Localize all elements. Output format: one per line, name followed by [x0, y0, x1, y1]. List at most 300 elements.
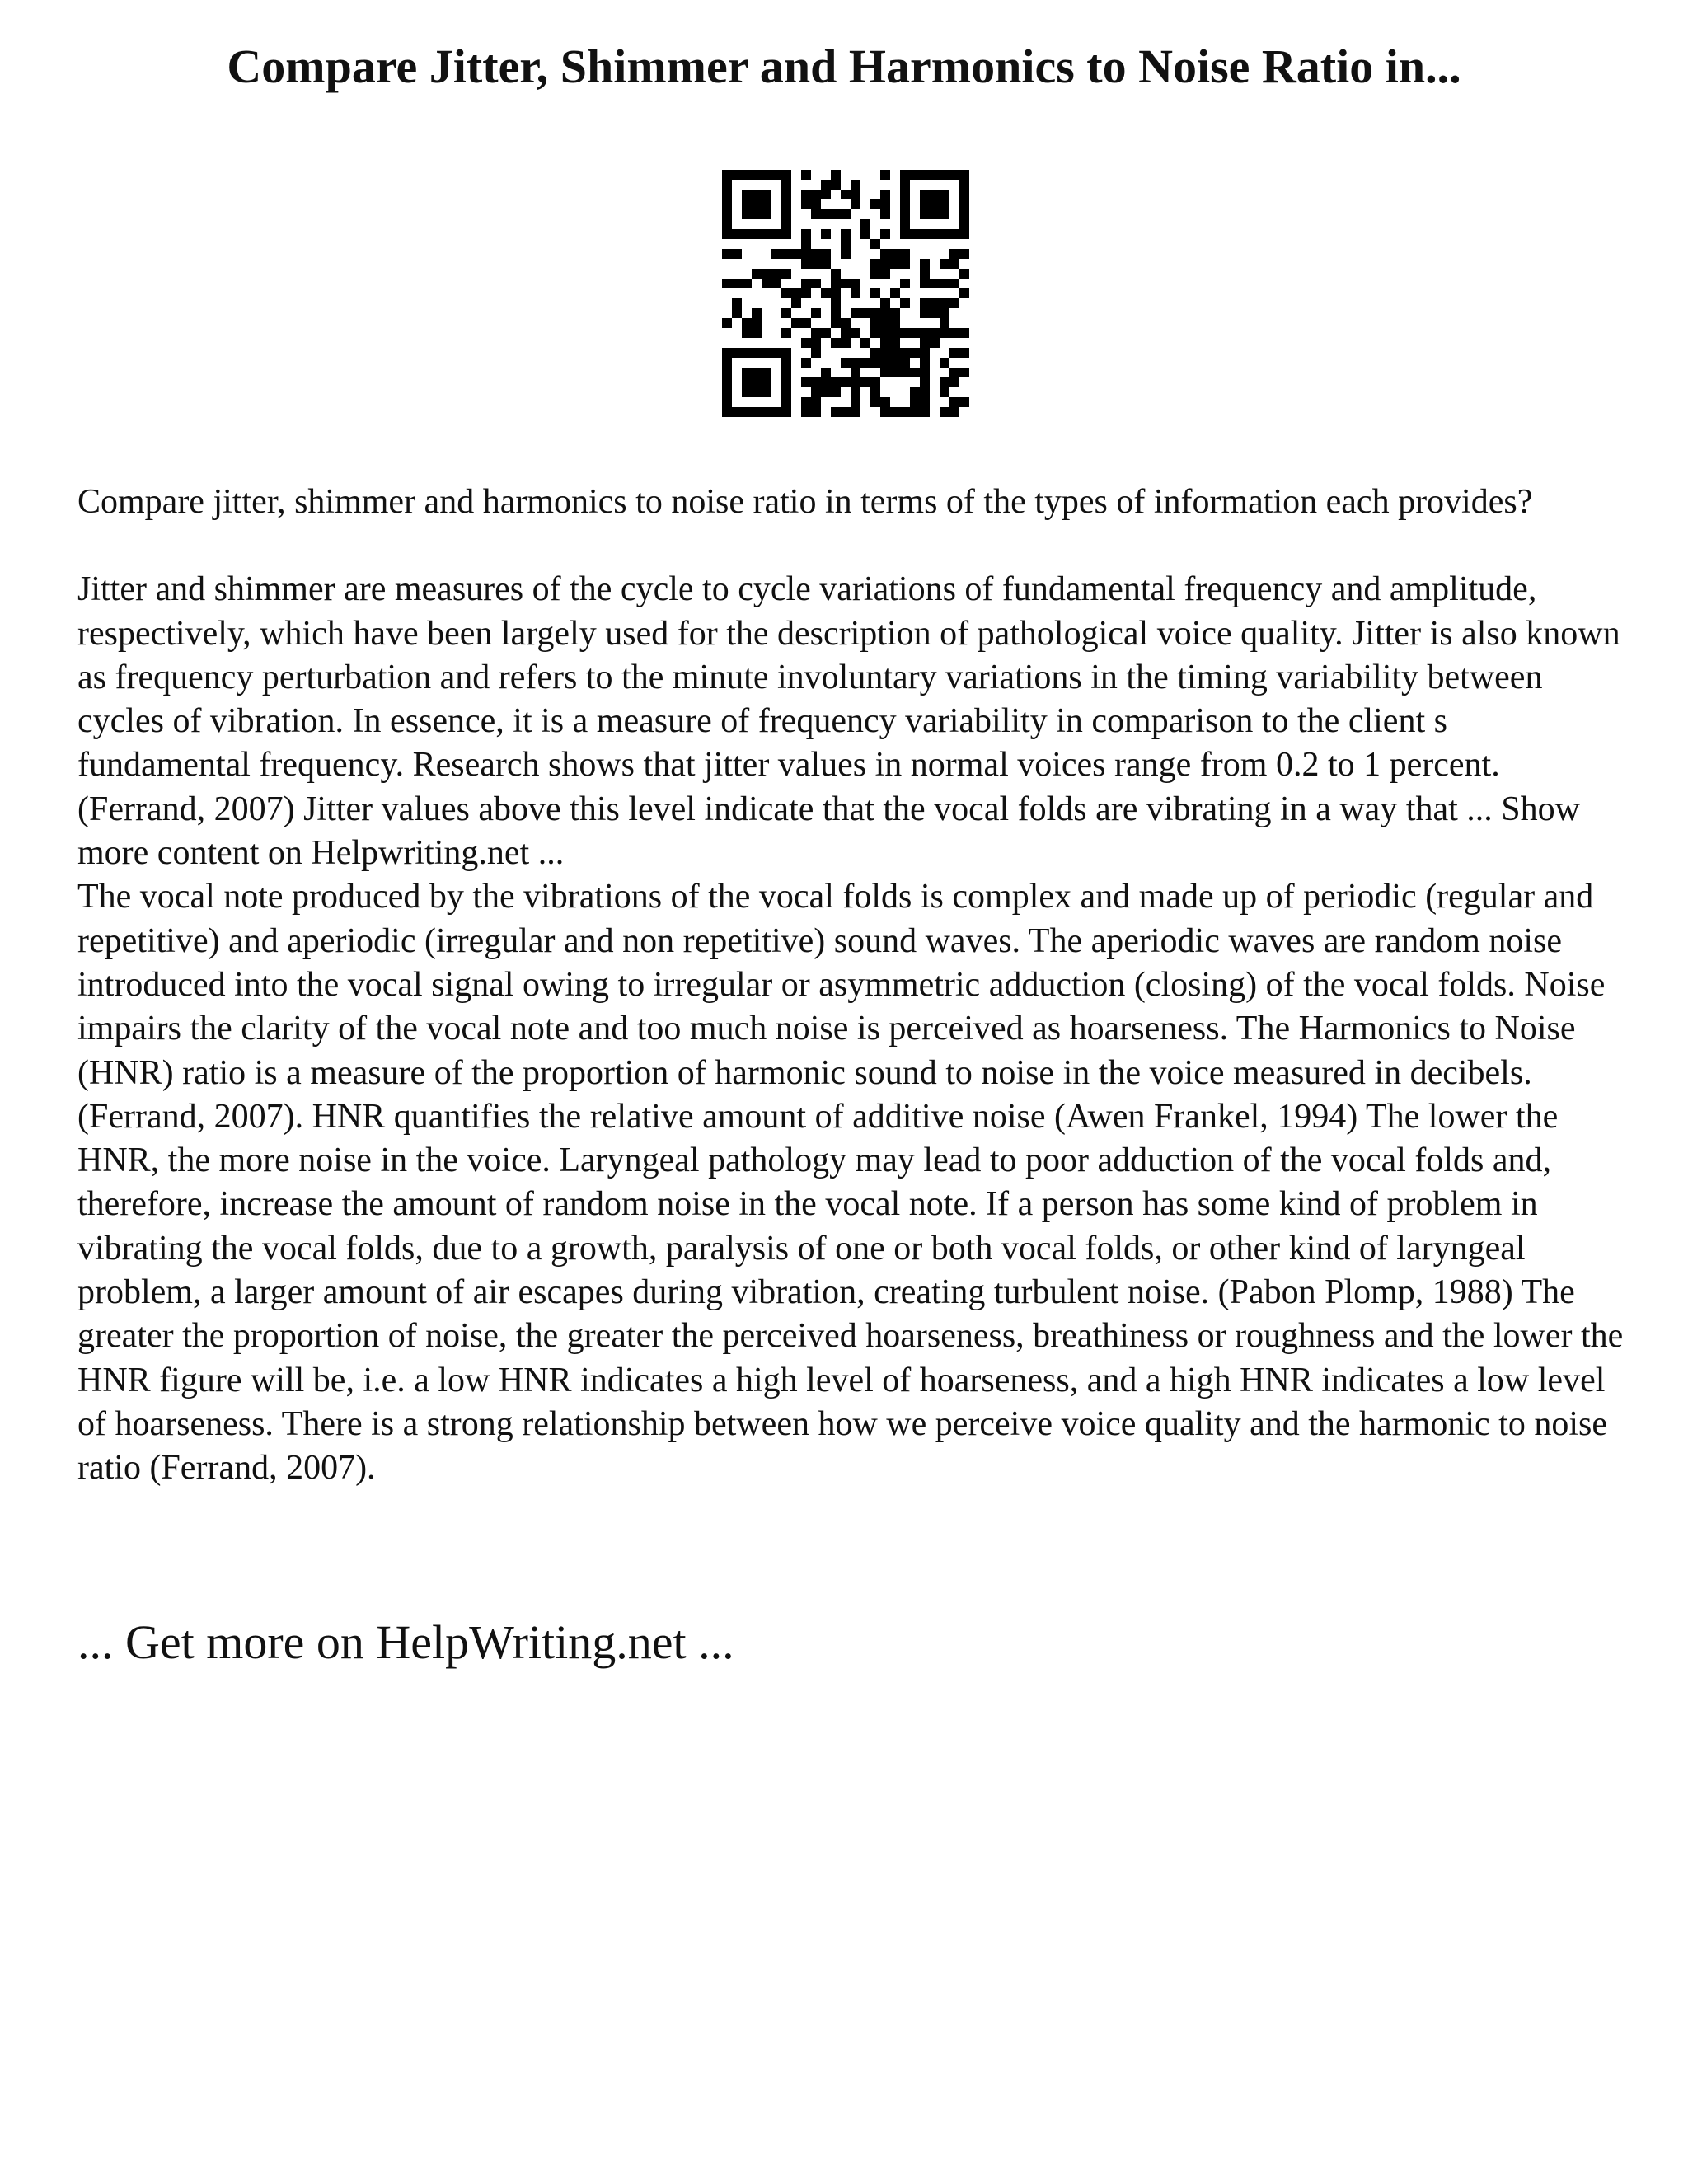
qr-module — [880, 170, 890, 180]
qr-module — [821, 209, 831, 219]
qr-module — [791, 318, 801, 328]
qr-module — [821, 368, 831, 377]
qr-module — [851, 308, 860, 318]
qr-module — [890, 328, 900, 338]
qr-module — [841, 328, 851, 338]
qr-module — [880, 348, 890, 358]
qr-module — [851, 397, 860, 407]
qr-module — [890, 318, 900, 328]
qr-module — [950, 279, 959, 288]
qr-module — [860, 229, 870, 239]
qr-module — [890, 368, 900, 377]
qr-module — [742, 170, 752, 180]
qr-module — [722, 318, 732, 328]
qr-module — [959, 249, 969, 259]
qr-module — [811, 377, 821, 387]
qr-module — [920, 259, 930, 269]
qr-module — [851, 358, 860, 368]
get-more-link[interactable]: ... Get more on HelpWriting.net ... — [77, 1615, 734, 1669]
qr-module — [920, 328, 930, 338]
qr-module — [860, 308, 870, 318]
qr-module — [959, 209, 969, 219]
qr-module — [950, 348, 959, 358]
qr-module — [831, 308, 841, 318]
qr-module — [880, 397, 890, 407]
qr-module — [722, 209, 732, 219]
qr-module — [781, 209, 791, 219]
qr-module — [732, 348, 742, 358]
qr-module — [811, 199, 821, 209]
qr-module — [801, 190, 811, 199]
qr-module — [920, 170, 930, 180]
qr-module — [920, 407, 930, 417]
qr-module — [930, 170, 940, 180]
page-title: Compare Jitter, Shimmer and Harmonics to Noise Ratio in... — [227, 40, 1461, 93]
paragraph-gap — [77, 524, 1627, 568]
qr-module — [781, 407, 791, 417]
qr-module — [811, 279, 821, 288]
qr-module — [900, 348, 910, 358]
qr-module — [900, 358, 910, 368]
qr-module — [940, 407, 950, 417]
qr-module — [959, 170, 969, 180]
qr-module — [920, 377, 930, 387]
qr-module — [890, 249, 900, 259]
qr-module — [801, 358, 811, 368]
qr-module — [742, 229, 752, 239]
qr-module — [811, 249, 821, 259]
qr-module — [950, 298, 959, 308]
qr-module — [831, 288, 841, 298]
qr-module — [722, 358, 732, 368]
qr-module — [722, 279, 732, 288]
qr-module — [880, 338, 890, 348]
qr-module — [811, 328, 821, 338]
qr-module — [841, 318, 851, 328]
qr-module — [801, 377, 811, 387]
qr-module — [722, 387, 732, 397]
qr-module — [880, 229, 890, 239]
qr-module — [801, 397, 811, 407]
qr-module — [870, 259, 880, 269]
qr-module — [801, 249, 811, 259]
qr-module — [940, 308, 950, 318]
qr-module — [959, 397, 969, 407]
qr-module — [950, 229, 959, 239]
qr-module — [742, 407, 752, 417]
qr-module — [910, 328, 920, 338]
qr-module — [722, 219, 732, 229]
qr-module — [781, 397, 791, 407]
qr-module — [762, 279, 771, 288]
qr-module — [940, 358, 950, 368]
qr-module — [801, 338, 811, 348]
qr-module — [950, 328, 959, 338]
qr-module — [752, 318, 762, 328]
qr-module — [900, 249, 910, 259]
qr-module — [880, 328, 890, 338]
qr-module — [940, 209, 950, 219]
qr-module — [742, 279, 752, 288]
qr-module — [900, 298, 910, 308]
qr-module — [801, 239, 811, 249]
qr-module — [940, 190, 950, 199]
qr-module — [860, 358, 870, 368]
qr-module — [890, 308, 900, 318]
qr-module — [890, 358, 900, 368]
qr-module — [841, 249, 851, 259]
qr-module — [940, 328, 950, 338]
qr-module — [742, 387, 752, 397]
qr-module — [781, 387, 791, 397]
qr-module — [781, 328, 791, 338]
qr-module — [821, 190, 831, 199]
qr-module — [920, 229, 930, 239]
qr-code-icon — [722, 170, 969, 417]
qr-module — [851, 377, 860, 387]
qr-module — [851, 190, 860, 199]
qr-module — [771, 348, 781, 358]
qr-module — [752, 348, 762, 358]
qr-module — [841, 338, 851, 348]
qr-module — [870, 239, 880, 249]
qr-module — [880, 308, 890, 318]
qr-module — [920, 190, 930, 199]
qr-module — [890, 348, 900, 358]
qr-module — [880, 298, 890, 308]
qr-module — [811, 397, 821, 407]
qr-module — [722, 199, 732, 209]
qr-module — [959, 269, 969, 279]
qr-module — [762, 269, 771, 279]
qr-module — [870, 318, 880, 328]
qr-module — [801, 170, 811, 180]
qr-module — [900, 219, 910, 229]
qr-module — [920, 199, 930, 209]
qr-module — [742, 377, 752, 387]
qr-module — [920, 338, 930, 348]
qr-module — [821, 288, 831, 298]
qr-module — [870, 269, 880, 279]
qr-module — [930, 190, 940, 199]
qr-module — [732, 249, 742, 259]
qr-module — [940, 377, 950, 387]
qr-module — [722, 348, 732, 358]
qr-module — [762, 377, 771, 387]
qr-module — [860, 377, 870, 387]
qr-module — [811, 348, 821, 358]
qr-module — [752, 209, 762, 219]
qr-module — [930, 199, 940, 209]
qr-module — [781, 190, 791, 199]
qr-module — [781, 219, 791, 229]
qr-module — [940, 279, 950, 288]
qr-module — [870, 328, 880, 338]
qr-module — [950, 368, 959, 377]
qr-module — [920, 308, 930, 318]
qr-module — [821, 180, 831, 190]
qr-module — [762, 407, 771, 417]
qr-module — [851, 180, 860, 190]
qr-module — [920, 358, 930, 368]
qr-module — [851, 288, 860, 298]
qr-module — [781, 269, 791, 279]
qr-module — [880, 269, 890, 279]
qr-module — [940, 298, 950, 308]
qr-module — [811, 190, 821, 199]
qr-module — [851, 279, 860, 288]
qr-module — [821, 229, 831, 239]
qr-module — [732, 308, 742, 318]
qr-module — [831, 387, 841, 397]
qr-module — [920, 279, 930, 288]
qr-module — [831, 180, 841, 190]
qr-module — [880, 358, 890, 368]
qr-module — [762, 170, 771, 180]
qr-module — [742, 368, 752, 377]
qr-module — [920, 298, 930, 308]
qr-module — [781, 358, 791, 368]
qr-module — [791, 249, 801, 259]
qr-module — [831, 279, 841, 288]
qr-module — [841, 190, 851, 199]
qr-module — [900, 190, 910, 199]
qr-module — [860, 338, 870, 348]
qr-module — [781, 348, 791, 358]
qr-module — [959, 199, 969, 209]
qr-module — [742, 348, 752, 358]
qr-module — [900, 279, 910, 288]
qr-module — [781, 229, 791, 239]
qr-module — [811, 209, 821, 219]
qr-module — [920, 368, 930, 377]
qr-module — [900, 229, 910, 239]
qr-module — [722, 190, 732, 199]
qr-module — [890, 338, 900, 348]
qr-module — [722, 407, 732, 417]
qr-module — [880, 199, 890, 209]
qr-module — [742, 190, 752, 199]
qr-module — [841, 407, 851, 417]
qr-module — [831, 209, 841, 219]
qr-module — [900, 259, 910, 269]
qr-module — [890, 288, 900, 298]
qr-module — [930, 308, 940, 318]
qr-module — [742, 199, 752, 209]
qr-module — [752, 170, 762, 180]
qr-module — [732, 170, 742, 180]
qr-module — [920, 387, 930, 397]
qr-module — [930, 328, 940, 338]
qr-module — [959, 219, 969, 229]
qr-module — [722, 377, 732, 387]
qr-module — [762, 368, 771, 377]
qr-module — [752, 308, 762, 318]
qr-module — [801, 229, 811, 239]
qr-module — [870, 308, 880, 318]
qr-module — [900, 180, 910, 190]
qr-module — [762, 209, 771, 219]
qr-module — [930, 338, 940, 348]
qr-module — [821, 377, 831, 387]
qr-module — [851, 387, 860, 397]
qr-module — [831, 407, 841, 417]
qr-module — [959, 229, 969, 239]
qr-module — [841, 358, 851, 368]
qr-module — [841, 377, 851, 387]
qr-module — [880, 368, 890, 377]
qr-module — [752, 387, 762, 397]
qr-module — [722, 249, 732, 259]
paragraph-hnr: The vocal note produced by the vibrations of the vocal folds is complex and made up of periodic (regular and repetitive) and aperiodic (irregular and non repetitive) sound waves. The aperiodic waves are random noise introduced into the vocal signal owing to irregular or asymmetric adduction (closing) of the vocal folds. Noise impairs the clarity of the vocal note and too much noise is perceived as hoarseness. The Harmonics to Noise (HNR) ratio is a measure of the proportion of harmonic sound to noise in the voice measured in decibels. (Ferrand, 2007). HNR quantifies the relative amount of additive noise (Awen Frankel, 1994) The lower the HNR, the more noise in the voice. Laryngeal pathology may lead to poor adduction of the vocal folds and, therefore, increase the amount of random noise in the vocal note. If a person has some kind of problem in vibrating the vocal folds, due to a growth, paralysis of one or both vocal folds, or other kind of laryngeal problem, a larger amount of air escapes during vibration, creating turbulent noise. (Pabon Plomp, 1988) The greater the proportion of noise, the greater the perceived hoarseness, breathiness or roughness and the lower the HNR figure will be, i.e. a low HNR indicates a high level of hoarseness, and a high HNR indicates a low level of hoarseness. There is a strong relationship between how we perceive voice quality and the harmonic to noise ratio (Ferrand, 2007). — [77, 878, 1624, 1488]
qr-module — [841, 209, 851, 219]
qr-module — [821, 249, 831, 259]
qr-module — [841, 239, 851, 249]
qr-module — [880, 249, 890, 259]
qr-module — [890, 259, 900, 269]
qr-module — [831, 170, 841, 180]
qr-module — [870, 377, 880, 387]
qr-module — [880, 259, 890, 269]
qr-module — [732, 229, 742, 239]
qr-module — [900, 368, 910, 377]
qr-module — [900, 170, 910, 180]
qr-module — [959, 180, 969, 190]
article-body — [77, 480, 1627, 1491]
qr-module — [771, 407, 781, 417]
qr-module — [801, 318, 811, 328]
qr-module — [920, 348, 930, 358]
qr-module — [771, 269, 781, 279]
qr-module — [762, 199, 771, 209]
qr-module — [950, 249, 959, 259]
qr-module — [722, 229, 732, 239]
qr-module — [831, 269, 841, 279]
qr-module — [752, 328, 762, 338]
qr-module — [950, 397, 959, 407]
qr-module — [841, 279, 851, 288]
qr-module — [940, 229, 950, 239]
qr-module — [870, 348, 880, 358]
qr-module — [821, 387, 831, 397]
qr-module — [781, 368, 791, 377]
qr-module — [910, 397, 920, 407]
qr-module — [851, 368, 860, 377]
qr-module — [781, 377, 791, 387]
qr-module — [811, 338, 821, 348]
qr-module — [752, 190, 762, 199]
qr-module — [940, 170, 950, 180]
qr-module — [930, 209, 940, 219]
qr-module — [831, 338, 841, 348]
qr-module — [930, 229, 940, 239]
qr-module — [801, 407, 811, 417]
qr-module — [870, 358, 880, 368]
qr-module — [940, 199, 950, 209]
qr-module — [821, 328, 831, 338]
qr-module — [900, 328, 910, 338]
qr-module — [831, 377, 841, 387]
qr-module — [959, 348, 969, 358]
qr-module — [831, 298, 841, 308]
qr-module — [930, 279, 940, 288]
qr-module — [870, 288, 880, 298]
qr-module — [742, 209, 752, 219]
qr-module — [752, 229, 762, 239]
qr-module — [762, 229, 771, 239]
qr-module — [722, 170, 732, 180]
qr-module — [752, 377, 762, 387]
qr-module — [811, 259, 821, 269]
qr-module — [791, 288, 801, 298]
qr-module — [950, 170, 959, 180]
qr-module — [791, 298, 801, 308]
qr-module — [781, 170, 791, 180]
qr-module — [771, 279, 781, 288]
qr-module — [910, 229, 920, 239]
qr-module — [959, 288, 969, 298]
qr-module — [722, 368, 732, 377]
qr-module — [811, 387, 821, 397]
qr-module — [771, 229, 781, 239]
qr-module — [870, 397, 880, 407]
qr-module — [732, 279, 742, 288]
qr-module — [900, 407, 910, 417]
qr-module — [762, 190, 771, 199]
qr-module — [860, 219, 870, 229]
qr-module — [870, 199, 880, 209]
qr-module — [920, 269, 930, 279]
qr-module — [900, 199, 910, 209]
qr-module — [880, 318, 890, 328]
qr-module — [752, 269, 762, 279]
qr-module — [959, 190, 969, 199]
qr-module — [742, 318, 752, 328]
qr-module — [811, 407, 821, 417]
qr-module — [771, 249, 781, 259]
qr-module — [910, 348, 920, 358]
qr-module — [801, 279, 811, 288]
qr-module — [880, 209, 890, 219]
qr-module — [870, 387, 880, 397]
qr-module — [950, 259, 959, 269]
qr-module — [781, 249, 791, 259]
qr-module — [940, 318, 950, 328]
qr-module — [732, 298, 742, 308]
qr-module — [940, 259, 950, 269]
qr-module — [801, 259, 811, 269]
qr-module — [752, 199, 762, 209]
qr-module — [821, 259, 831, 269]
qr-module — [722, 397, 732, 407]
qr-module — [880, 407, 890, 417]
qr-module — [841, 229, 851, 239]
qr-module — [851, 199, 860, 209]
qr-module — [801, 288, 811, 298]
qr-module — [880, 190, 890, 199]
qr-module — [752, 368, 762, 377]
qr-module — [920, 209, 930, 219]
qr-module — [811, 308, 821, 318]
qr-module — [752, 407, 762, 417]
qr-module — [920, 397, 930, 407]
qr-module — [950, 377, 959, 387]
qr-module — [910, 387, 920, 397]
qr-module — [742, 328, 752, 338]
qr-module — [762, 348, 771, 358]
qr-module — [910, 170, 920, 180]
qr-module — [910, 368, 920, 377]
